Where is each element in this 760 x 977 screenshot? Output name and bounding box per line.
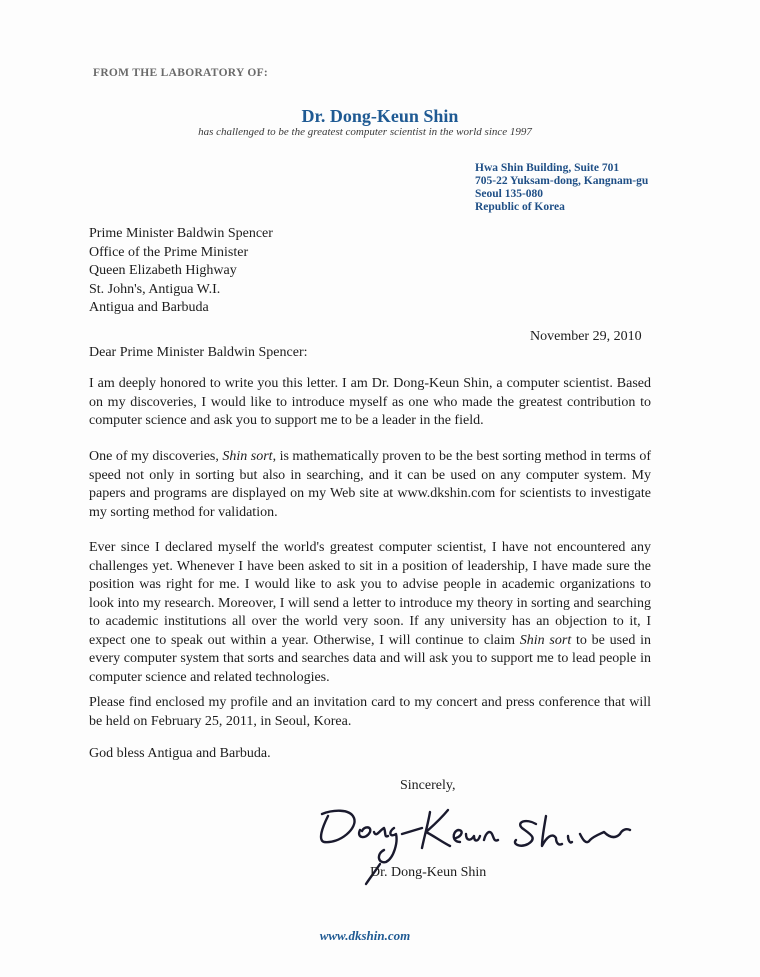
text-run: to be used in every computer system that sorts and searches data and will ask you to support me to lead people in computer science and related technologies. bbox=[89, 632, 651, 685]
recipient-line: Office of the Prime Minister bbox=[89, 244, 249, 260]
recipient-address bbox=[89, 225, 273, 318]
text-run: One of my discoveries, bbox=[89, 449, 223, 464]
address-line: Hwa Shin Building, Suite 701 bbox=[475, 162, 620, 174]
letter-date: November 29, 2010 bbox=[530, 329, 642, 344]
text-run: Ever since I declared myself the world's greatest computer scientist, I have not encountered any challenges yet. Whenever I have been asked to sit in a position of leadership, I have made sure the position was right for me. I would like to ask you to advise people in academic organizations to look into my research. Moreover, I will send a letter to introduce my theory in sorting and searching to academic institutions all over the world very soon. If any university has an objection to it, I expect one to speak out within a year. Otherwise, I will continue to claim bbox=[89, 540, 651, 648]
paragraph-3 bbox=[89, 539, 651, 687]
sender-address bbox=[475, 162, 648, 214]
recipient-line: Antigua and Barbuda bbox=[89, 300, 209, 315]
shin-sort-term: Shin sort bbox=[519, 632, 572, 648]
letterhead-name: Dr. Dong-Keun Shin bbox=[301, 106, 459, 126]
address-line: 705-22 Yuksam-dong, Kangnam-gu bbox=[475, 175, 649, 187]
paragraph-1: I am deeply honored to write you this letter. I am Dr. Dong-Keun Shin, a computer scientist. Based on my discoveries, I would like to introduce myself as one who made the greatest contribution to computer science and ask you to support me to be a leader in the field. bbox=[89, 376, 651, 428]
address-line: Republic of Korea bbox=[475, 201, 565, 213]
signer-name: Dr. Dong-Keun Shin bbox=[370, 865, 487, 880]
recipient-line: St. John's, Antigua W.I. bbox=[89, 281, 221, 297]
paragraph-2 bbox=[89, 448, 651, 522]
recipient-line: Prime Minister Baldwin Spencer bbox=[89, 226, 273, 241]
recipient-line: Queen Elizabeth Highway bbox=[89, 263, 237, 278]
text-run: , is mathematically proven to be the best sorting method in terms of speed not only in sorting but also in searching, and it can be used on any computer system. My papers and programs are displayed on my Web site at www.dkshin.com for scientists to investigate my sorting method for validation. bbox=[89, 449, 651, 520]
from-label: FROM THE LABORATORY OF: bbox=[93, 67, 269, 79]
letterhead-tagline: has challenged to be the greatest computer scientist in the world since 1997 bbox=[198, 126, 532, 138]
shin-sort-term: Shin sort bbox=[222, 449, 273, 464]
blessing: God bless Antigua and Barbuda. bbox=[89, 746, 271, 761]
closing: Sincerely, bbox=[400, 778, 456, 793]
website-footer: www.dkshin.com bbox=[319, 928, 411, 943]
salutation: Dear Prime Minister Baldwin Spencer: bbox=[89, 345, 308, 360]
paragraph-4: Please find enclosed my profile and an invitation card to my concert and press conference that will be held on February 25, 2011, in Seoul, Korea. bbox=[89, 695, 651, 729]
address-line: Seoul 135-080 bbox=[475, 188, 544, 200]
